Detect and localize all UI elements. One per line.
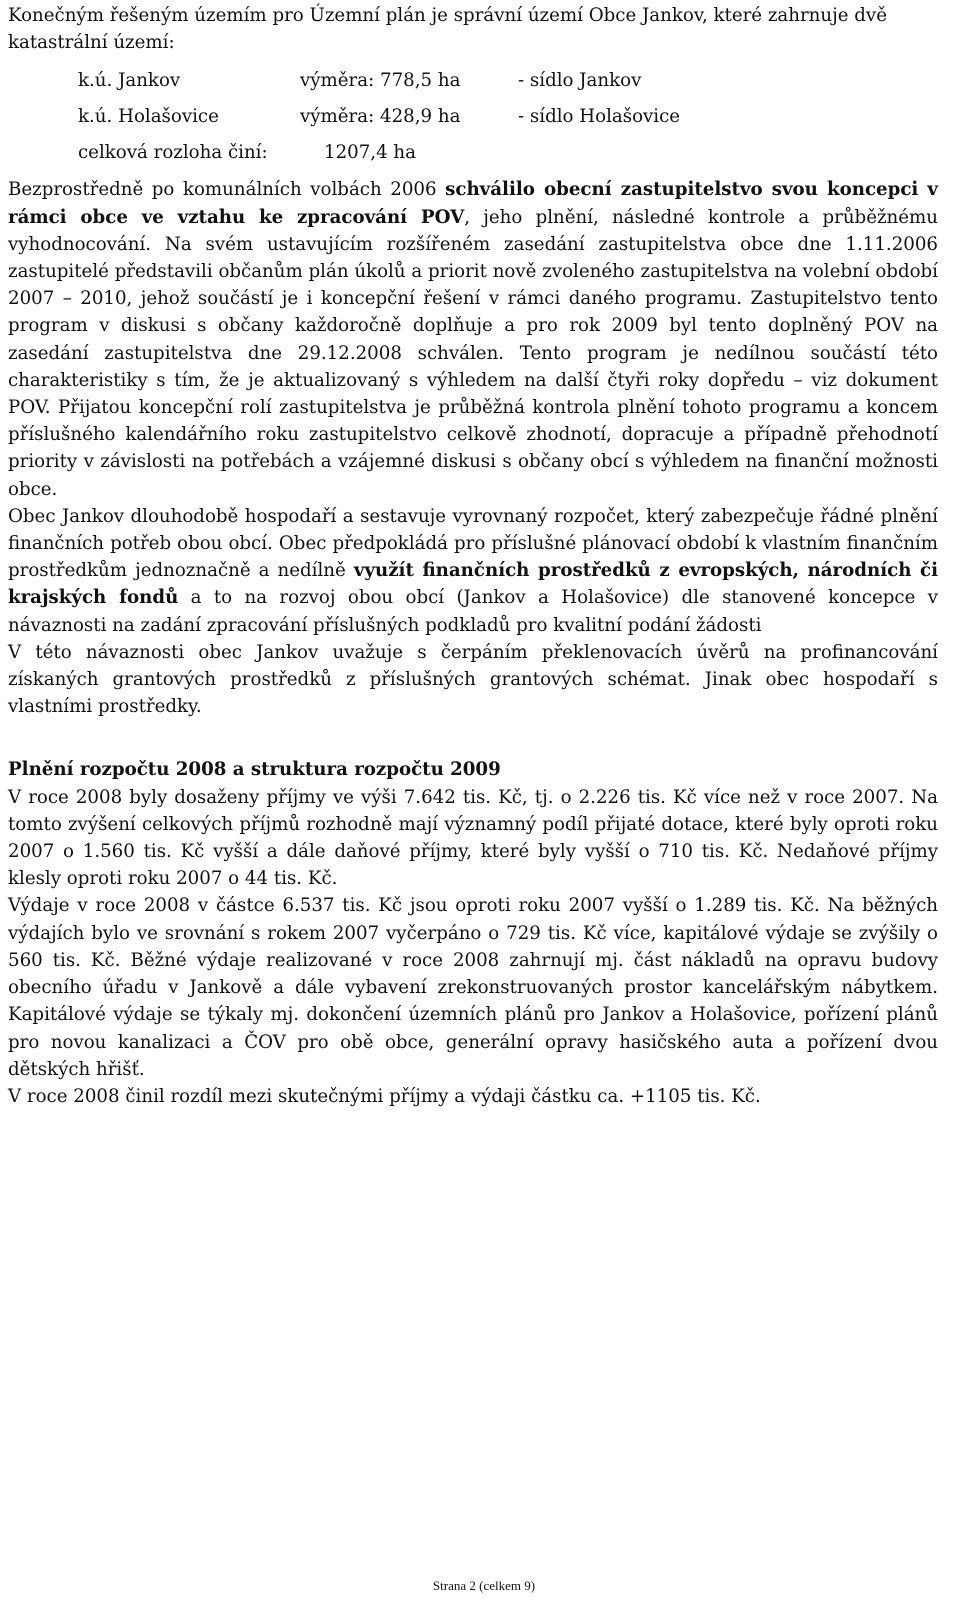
paragraph-concept bbox=[8, 176, 938, 502]
cadastral-areas-table bbox=[78, 62, 798, 170]
paragraph-budget-policy-rest: a to na rozvoj obou obcí (Jankov a Holašovice) dle stanovené koncepce v návaznosti na zadání zpracování příslušných podkladů pro kvalitní podání žádosti bbox=[8, 587, 938, 636]
paragraph-concept-rest: , jeho plnění, následné kontrole a průběžnému vyhodnocování. Na svém ustavujícím rozšířeném zasedání zastupitelstva obce dne 1.11.2006 zastupitelé představili občanům plán úkolů a priorit nově zvoleného zastupitelstva na volební období 2007 – 2010, jehož součástí je i koncepční řešení v rámci daného programu. Zastupitelstvo tento program v diskusi s občany každoročně doplňuje a pro rok 2009 byl tento doplněný POV na zasedání zastupitelstva dne 29.12.2008 schválen. Tento program je nedílnou součástí této charakteristiky s tím, že je aktualizovaný s výhledem na další čtyři roky dopředu – viz dokument POV. Přijatou koncepční rolí zastupitelstva je průběžná kontrola plnění tohoto programu a koncem příslušného kalendářního roku zastupitelstvo celkově zhodnotí, dopracuje a případně přehodnotí priority v závislosti na potřebách a vzájemné diskusi s občany obcí s výhledem na finanční možnosti obce. bbox=[8, 206, 938, 500]
paragraph-expenses: Výdaje v roce 2008 v částce 6.537 tis. Kč jsou oproti roku 2007 vyšší o 1.289 tis. Kč. Na běžných výdajích bylo ve srovnání s rokem 2007 vyčerpáno o 729 tis. Kč více, kapitálové výdaje se zvýšily o 560 tis. Kč. Běžné výdaje realizované v roce 2008 zahrnují mj. část nákladů na opravu budovy obecního úřadu v Jankově a dále vybavení zrekonstruovaných prostor kancelářským nábytkem. Kapitálové výdaje se týkaly mj. dokončení územních plánů pro Jankov a Holašovice, pořízení plánů pro novou kanalizaci a ČOV pro obě obce, generální opravy hasičského auta a pořízení dvou dětských hřišť. bbox=[8, 895, 938, 1080]
paragraph-budget-policy-emphasis: využít finančních prostředků z evropských, národních či krajských fondů bbox=[8, 560, 939, 609]
paragraph-loans: V této návaznosti obec Jankov uvažuje s čerpáním překlenovacích úvěrů na profinancování získaných grantových prostředků z příslušných grantových schémat. Jinak obec hospodaří s vlastními prostředky. bbox=[8, 641, 938, 718]
area-settlement: - sídlo Jankov bbox=[518, 69, 642, 91]
total-area-value: 1207,4 ha bbox=[324, 141, 416, 163]
paragraph-concept-start: Bezprostředně po komunálních volbách 2006 bbox=[8, 179, 446, 201]
paragraph-budget-policy bbox=[8, 503, 938, 639]
area-name: k.ú. Jankov bbox=[78, 69, 181, 91]
area-name: k.ú. Holašovice bbox=[78, 105, 219, 127]
total-area-row bbox=[78, 134, 798, 170]
area-row-jankov bbox=[78, 62, 798, 98]
area-settlement: - sídlo Holašovice bbox=[518, 105, 681, 127]
intro-paragraph: Konečným řešeným územím pro Územní plán je správní území Obce Jankov, které zahrnuje dvě katastrální území: bbox=[8, 5, 887, 54]
paragraph-budget-policy-start: Obec Jankov dlouhodobě hospodaří a sestavuje vyrovnaný rozpočet, který zabezpečuje řádné plnění finančních potřeb obou obcí. Obec předpokládá pro příslušné plánovací období k vlastním finančním prostředkům jednoznačně a nedílně bbox=[8, 505, 938, 582]
paragraph-concept-emphasis: schválilo obecní zastupitelstvo svou koncepci v rámci obce ve vztahu ke zpracování POV bbox=[8, 179, 938, 228]
paragraph-income: V roce 2008 byly dosaženy příjmy ve výši 7.642 tis. Kč, tj. o 2.226 tis. Kč více než v roce 2007. Na tomto zvýšení celkových příjmů rozhodně mají významný podíl přijaté dotace, které byly oproti roku 2007 o 1.560 tis. Kč vyšší a dále daňové příjmy, které byly vyšší o 710 tis. Kč. Nedaňové příjmy klesly oproti roku 2007 o 44 tis. Kč. bbox=[8, 786, 938, 890]
area-row-holasovice bbox=[78, 98, 798, 134]
area-size: výměra: 428,9 ha bbox=[300, 105, 461, 127]
page-footer: Strana 2 (celkem 9) bbox=[432, 1578, 536, 1593]
section-heading: Plnění rozpočtu 2008 a struktura rozpočtu 2009 bbox=[8, 759, 501, 781]
total-area-label: celková rozloha činí: bbox=[78, 141, 268, 163]
area-size: výměra: 778,5 ha bbox=[300, 69, 461, 91]
paragraph-balance: V roce 2008 činil rozdíl mezi skutečnými příjmy a výdaji částku ca. +1105 tis. Kč. bbox=[8, 1085, 761, 1107]
